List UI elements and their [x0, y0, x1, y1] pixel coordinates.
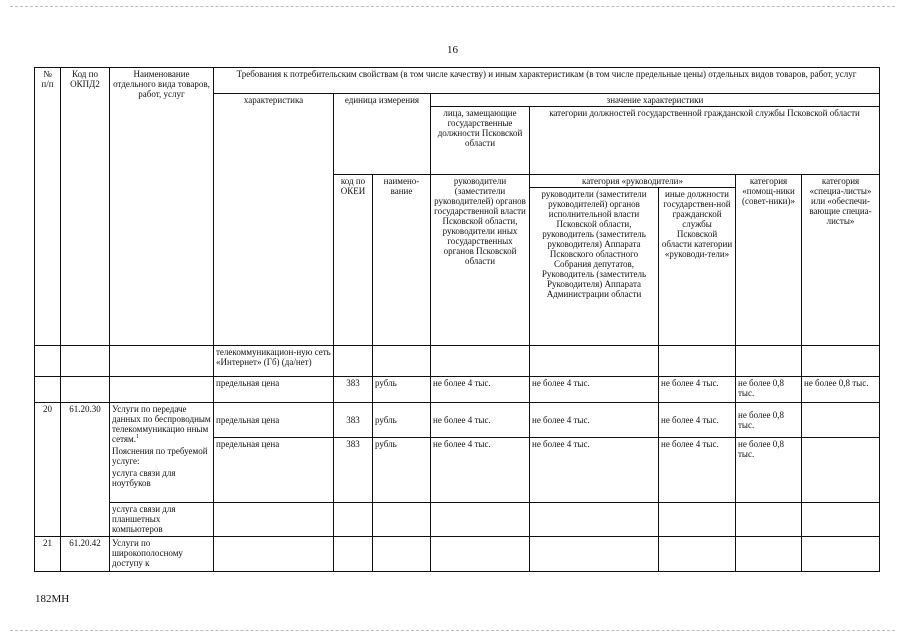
table-row: [35, 346, 880, 377]
header-code-okei: код по ОКЕИ: [334, 175, 373, 346]
scan-edge-top: [10, 6, 895, 7]
header-civil-categories: категории должностей государственной гражданской службы Псковской области: [530, 107, 880, 175]
cell-num: 20: [35, 403, 61, 537]
cell-name-sub: услуга связи для ноутбуков: [112, 468, 176, 488]
scan-edge-bottom: [10, 630, 895, 631]
cell-characteristic: предельная цена: [214, 377, 334, 403]
cell-value: не более 4 тыс.: [659, 438, 736, 503]
cell-value: не более 4 тыс.: [659, 403, 736, 438]
cell-value: не более 4 тыс.: [431, 403, 530, 438]
cell-value: не более 0,8 тыс.: [736, 438, 802, 503]
cell-characteristic: телекоммуникацион-ную сеть «Интернет» (Гб) (да/нет): [214, 346, 334, 377]
header-category-specialists: категория «специа-листы» или «обеспечи-вающие специа-листы»: [802, 175, 880, 346]
header-category-leaders-block: [530, 175, 736, 346]
cell-value: не более 0,8 тыс.: [802, 377, 880, 403]
cell-name: Услуги по широкополосному доступу к: [110, 537, 214, 572]
table-row: [35, 403, 880, 438]
footnote-mark: 1: [136, 434, 139, 440]
header-other-positions: иные должности государствен-ной гражданской службы Псковской области категории «руководи-тели»: [661, 189, 733, 259]
table-row: [35, 377, 880, 403]
cell-unit: рубль: [373, 403, 431, 438]
cell-value: не более 4 тыс.: [431, 377, 530, 403]
header-unit: единица измерения: [334, 94, 431, 175]
cell-code: 383: [334, 403, 373, 438]
cell-okpd: 61.20.42: [61, 537, 110, 572]
header-requirements: Требования к потребительским свойствам (в том числе качеству) и иным характеристикам (в том числе предельные цены) отдельных видов товаров, работ, услуг: [214, 68, 880, 94]
page-number: 16: [447, 44, 458, 56]
cell-value: не более 4 тыс.: [659, 377, 736, 403]
header-leaders-exec: руководители (заместители руководителей) органов исполнительной власти Псковской области, руководитель (заместитель руководителя) Аппарата Псковского областного Собрания депутатов, Руководитель (заместитель Руководителя) Аппарата Администрации области: [530, 188, 659, 345]
cell-characteristic: предельная цена: [214, 403, 334, 438]
cell-unit: рубль: [373, 438, 431, 503]
cell-code: 383: [334, 438, 373, 503]
requirements-table: [34, 67, 880, 572]
cell-value: не более 4 тыс.: [431, 438, 530, 503]
cell-value: не более 4 тыс.: [530, 377, 659, 403]
cell-characteristic: предельная цена: [214, 438, 334, 503]
cell-value: не более 0,8 тыс.: [736, 377, 802, 403]
header-persons: лица, замещающие государственные должности Псковской области: [431, 107, 530, 175]
header-value: значение характеристики: [431, 94, 880, 107]
cell-value: не более 4 тыс.: [530, 403, 659, 438]
cell-okpd: 61.20.30: [61, 403, 110, 537]
cell-unit: рубль: [373, 377, 431, 403]
footer-code: 182МН: [35, 593, 70, 605]
table-row: [35, 537, 880, 572]
header-name: Наименование отдельного вида товаров, работ, услуг: [110, 68, 214, 346]
cell-name-main: Услуги по передаче данных по беспроводным телекоммуникацио нным сетям.: [112, 404, 211, 444]
cell-value: не более 0,8 тыс.: [736, 403, 802, 438]
header-category-helpers: категория «помощ-ники (совет-ники)»: [736, 175, 802, 346]
cell-num: 21: [35, 537, 61, 572]
table-row: [35, 503, 880, 537]
header-num: № п/п: [35, 68, 61, 346]
header-leaders-state: руководители (заместители руководителей) органов государственной власти Псковской области, руководители иных государственных органов Псковской области: [431, 175, 530, 346]
cell-name-sub: услуга связи для планшетных компьютеров: [110, 503, 214, 537]
header-characteristic: характеристика: [214, 94, 334, 346]
cell-value: не более 4 тыс.: [530, 438, 659, 503]
cell-name: [110, 403, 214, 503]
cell-name-expl: Пояснения по требуемой услуге:: [112, 446, 208, 466]
header-category-leaders: категория «руководители»: [530, 175, 735, 188]
cell-code: 383: [334, 377, 373, 403]
header-okpd: Код по ОКПД2: [61, 68, 110, 346]
header-unit-name: наимено-вание: [373, 175, 431, 346]
